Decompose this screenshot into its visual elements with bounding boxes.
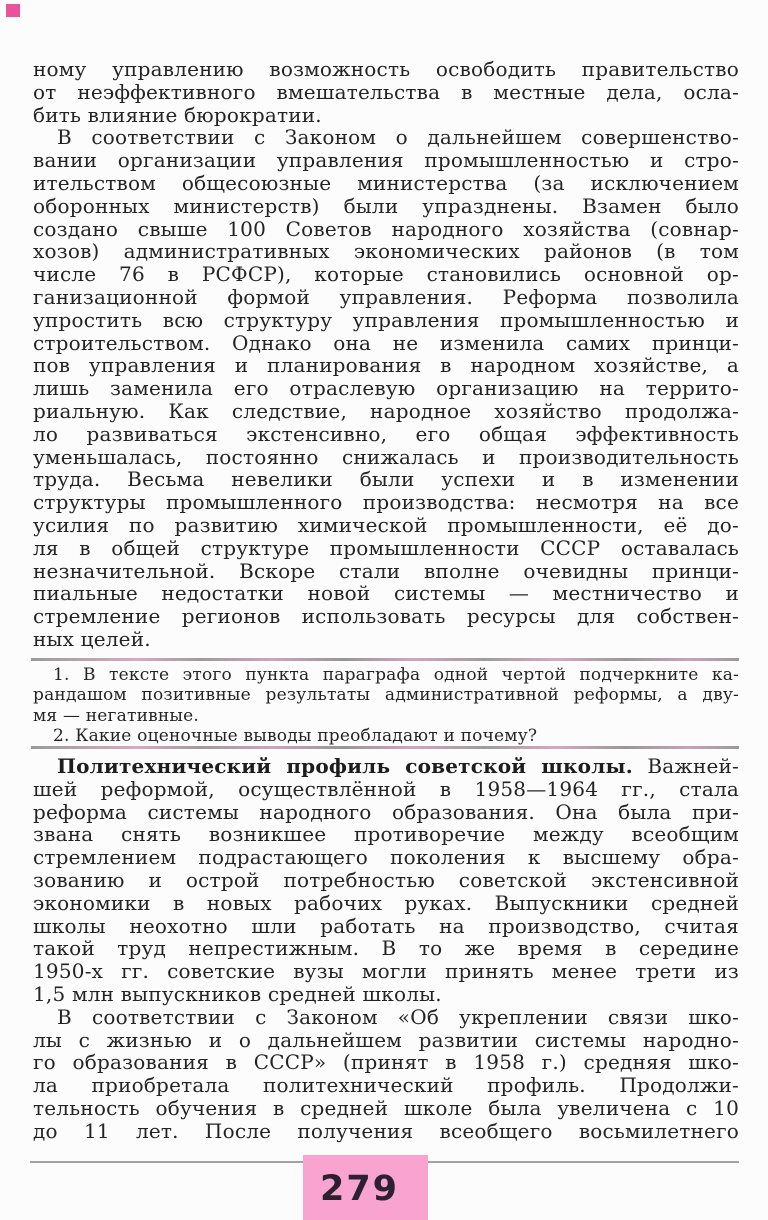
page-number-box — [303, 1155, 428, 1220]
divider-rule-top — [31, 658, 739, 661]
section-tasks — [33, 665, 739, 746]
divider-rule-bottom — [31, 746, 739, 749]
page-number: 279 — [319, 1168, 400, 1209]
para-continuation: ному управлению возможность освободить правительство от неэффективного вмешательства в местные дела, осла- бить влияние бюрократии. — [33, 57, 739, 127]
task-2: 2. Какие оценочные выводы преобладают и почему? — [53, 725, 538, 746]
section-main-top — [33, 58, 739, 651]
para-sovnarkhoz-reform: В соответствии с Законом о дальнейшем совершенство- вании организации управления промышленностью и стро- ительством общесоюзные министерства (за исключением оборонных министерств) были упразднены. Взамен было создано свыше 100 Советов народного хозяйства (совнар- хозов) административных экономических районов (в том числе 76 в РСФСР), которые становились основной ор- ганизационной формой управления. Реформа позволила упростить всю структуру управления промышленностью и строительством. Однако она не изменила самих принци- пов управления и планирования в народном хозяйстве, а лишь заменила его отраслевую организацию на террито- риальную. Как следствие, народное хозяйство продолжа- ло развиваться экстенсивно, его общая эффективность уменьшалась, постоянно снижалась и производительность труда. Весьма невелики были успехи и в изменении структуры промышленного производства: несмотря на все усилия по развитию химической промышленности, её до- ля в общей структуре промышленности СССР оставалась незначительной. Вскоре стали вполне очевидны принци- пиальные недостатки новой системы — местничество и стремление регионов использовать ресурсы для собствен- ных целей. — [33, 125, 739, 651]
task-1: 1. В тексте этого пункта параграфа одной чертой подчеркните ка- рандашом позитивные результаты административной реформы, а дву- мя — негативные. — [33, 665, 739, 726]
para-polytechnic-school: Политехнический профиль советской школы. Важней- шей реформой, осуществлённой в 1958—1964 гг., стала реформа системы народного образования. Она была при- звана снять возникшее противоречие между всеобщим стремлением подрастающего поколения к высшему обра- зованию и острой потребностью советской экстенсивной экономики в новых рабочих руках. Выпускники средней школы неохотно шли работать на производство, считая такой труд непрестижным. В то же время в середине 1950-х гг. советские вузы могли принять менее трети из 1,5 млн выпускников средней школы. — [33, 754, 739, 1006]
section-main-bottom — [33, 755, 739, 1143]
corner-mark — [6, 4, 20, 17]
para-law-1958: В соответствии с Законом «Об укреплении связи шко- лы с жизнью и о дальнейшем развитии системы народно- го образования в СССР» (принят в 1958 г.) средняя шко- ла приобретала политехнический профиль. Продолжи- тельность обучения в средней школе была увеличена с 10 до 11 лет. После получения всеобщего восьмилетнего — [33, 1004, 739, 1143]
